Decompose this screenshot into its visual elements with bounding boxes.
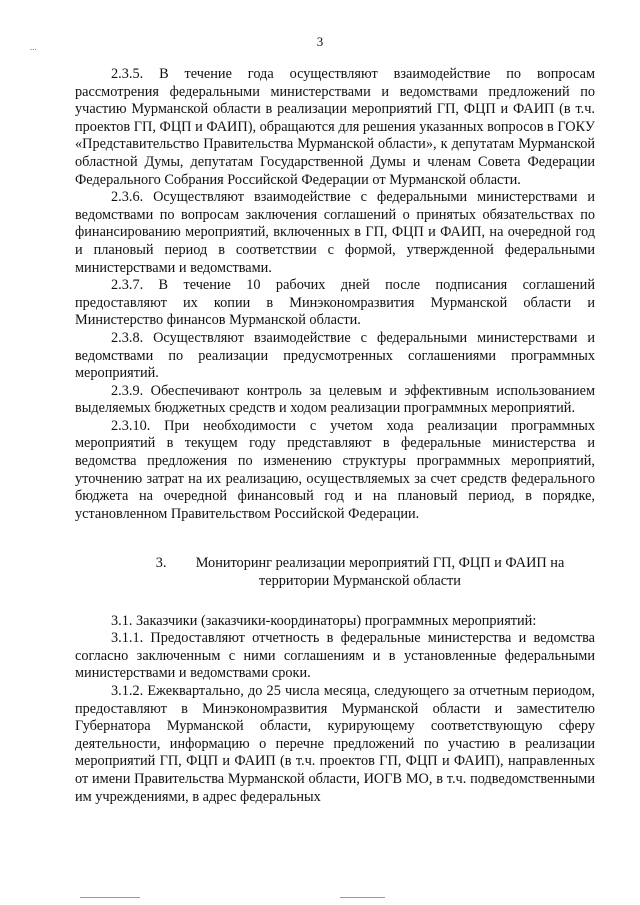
page-number: 3 [316, 34, 324, 49]
paragraph-2-3-10: 2.3.10. При необходимости с учетом хода реализации программных мероприятий в текущем году представляют в федеральные министерства и ведомства предложения по изменению структуры программных мероприятий, уточнению затрат на их реализацию, осуществляемых за счет средств федерального бюджета на очередной финансовый год и на плановый период, в порядке, установленном Правительством Российской Федерации. [75, 417, 595, 522]
paragraph-2-3-5: 2.3.5. В течение года осуществляют взаимодействие по вопросам рассмотрения федеральными министерствами и ведомствами предложений по участию Мурманской области в реализации мероприятий ГП, ФЦП и ФАИП (в т.ч. проектов ГП, ФЦП и ФАИП), обращаются для решения указанных вопросов в ГОКУ «Представительство Правительства Мурманской области», к депутатам Мурманской областной Думы, депутатам Государственной Думы и членам Совета Федерации Федерального Собрания Российской Федерации от Мурманской области. [75, 66, 595, 188]
paragraph-2-3-7: 2.3.7. В течение 10 рабочих дней после подписания соглашений предоставляют их копии в Минэкономразвития Мурманской области и Министерство финансов Мурманской области. [75, 277, 595, 329]
section-title: Мониторинг реализации мероприятий ГП, ФЦП и ФАИП на территории Мурманской области [195, 555, 565, 590]
paragraph-2-3-8: 2.3.8. Осуществляют взаимодействие с федеральными министерствами и ведомствами по реализации предусмотренных соглашениями программных мероприятий. [75, 329, 595, 382]
paragraph-3-1-2: 3.1.2. Ежеквартально, до 25 числа месяца, следующего за отчетным периодом, предоставляют в Минэкономразвития Мурманской области и заместителю Губернатора Мурманской области, курирующему соответствующую сферу деятельности, информацию о перечне предложений по участию в реализации мероприятий ГП, ФЦП и ФАИП (в т.ч. проектов ГП, ФЦП и ФАИП), направленных от имени Правительства Мурманской области, ИОГВ МО, в т.ч. подведомственными им учреждениями, в адрес федеральных [75, 683, 595, 805]
corner-mark: ... [30, 42, 37, 52]
paragraph-3-1: 3.1. Заказчики (заказчики-координаторы) программных мероприятий: [111, 612, 537, 629]
paragraph-2-3-9: 2.3.9. Обеспечивают контроль за целевым и эффективным использованием выделяемых бюджетных средств и ходом реализации программных мероприятий. [75, 382, 595, 417]
section-heading [75, 555, 595, 590]
scan-mark-right [340, 897, 385, 898]
paragraph-2-3-6: 2.3.6. Осуществляют взаимодействие с федеральными министерствами и ведомствами по вопросам заключения соглашений о принятых обязательствах по финансированию мероприятий, включенных в ГП, ФЦП и ФАИП, на очередной год и плановый период в соответствии с формой, утвержденной федеральными министерствами и ведомствами. [75, 189, 595, 276]
paragraph-3-1-1: 3.1.1. Предоставляют отчетность в федеральные министерства и ведомства согласно заключенным с ними соглашениям и в установленные федеральными министерствами и ведомствами сроки. [75, 630, 595, 682]
scan-mark-left [80, 897, 140, 898]
section-number: 3. [155, 555, 167, 572]
document-body [75, 66, 595, 806]
